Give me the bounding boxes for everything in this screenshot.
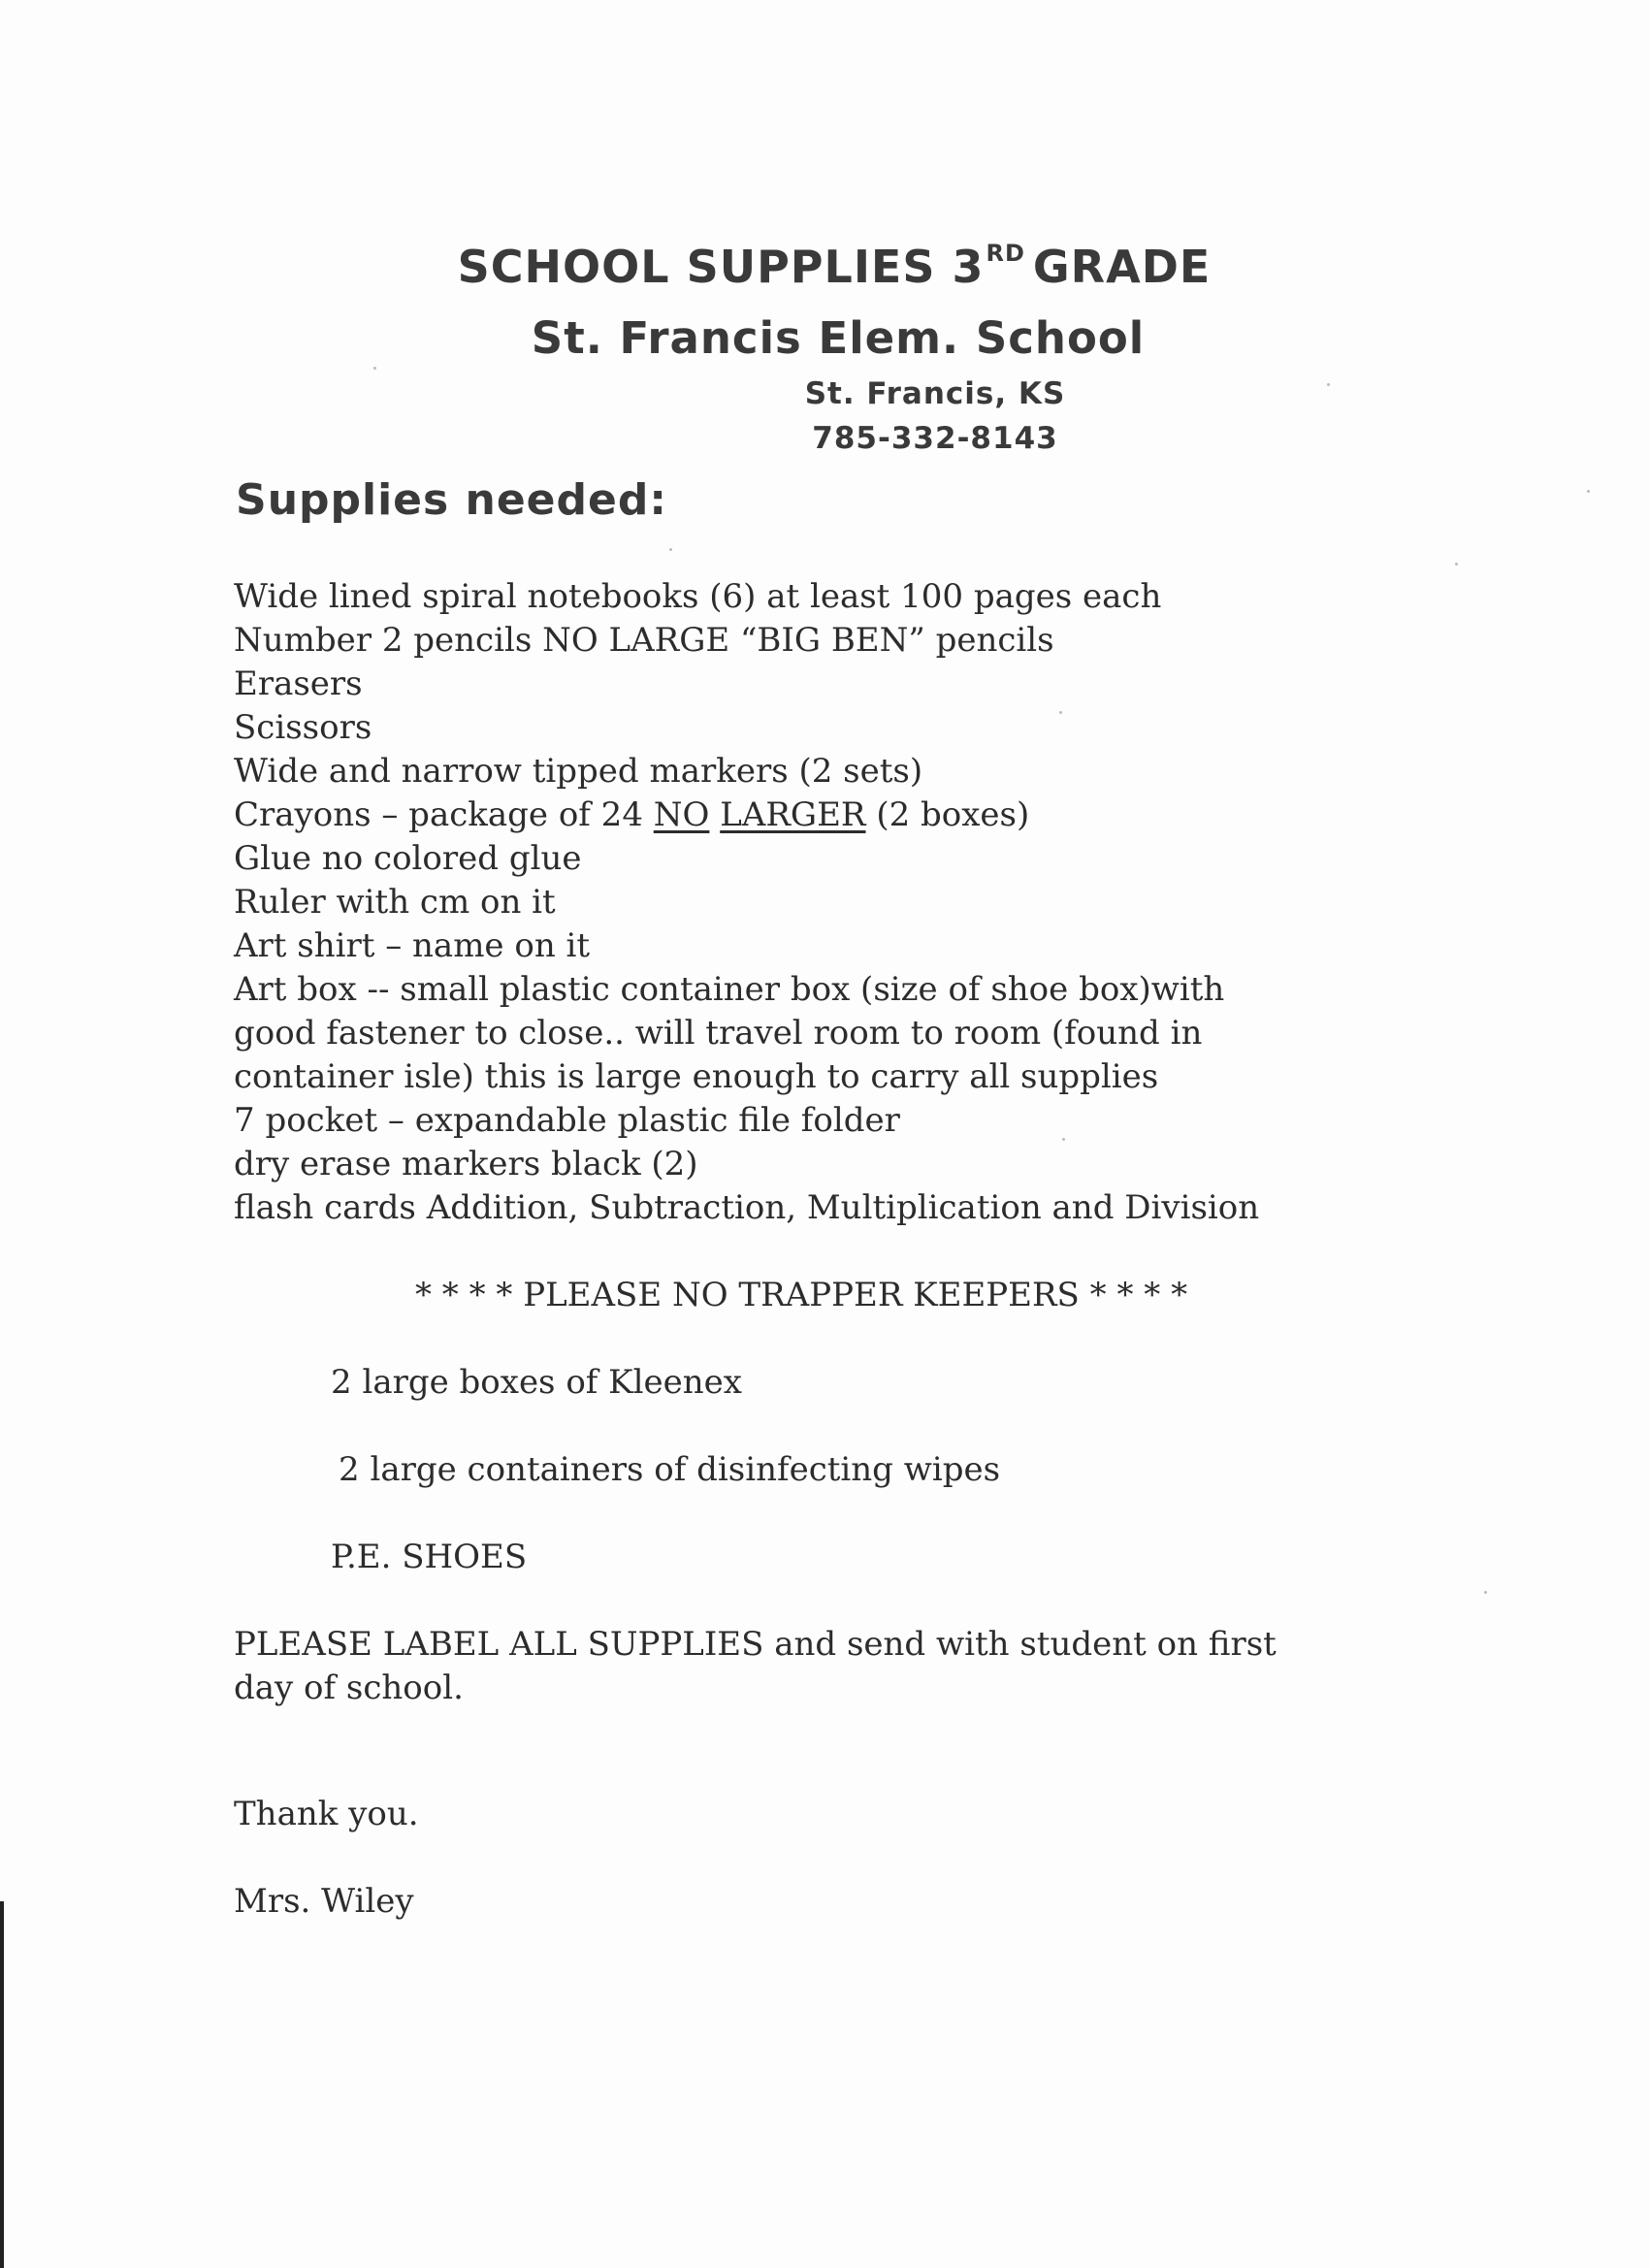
supply-item: dry erase markers black (2) <box>234 1145 698 1183</box>
supply-item: Wide and narrow tipped markers (2 sets) <box>234 752 923 791</box>
supply-item: flash cards Addition, Subtraction, Multiplication and Division <box>234 1188 1260 1227</box>
scan-speck <box>1059 711 1062 714</box>
supply-item: Art shirt – name on it <box>234 926 591 965</box>
supply-item: Ruler with cm on it <box>234 883 556 922</box>
scan-edge <box>0 1901 4 2268</box>
section-heading: Supplies needed: <box>236 475 667 525</box>
extra-item: 2 large containers of disinfecting wipes <box>339 1450 1001 1489</box>
scan-speck <box>1484 1591 1487 1594</box>
supply-item: container isle) this is large enough to carry all supplies <box>234 1057 1159 1096</box>
instruction-line: PLEASE LABEL ALL SUPPLIES and send with student on first <box>234 1625 1277 1664</box>
school-city: St. Francis, KS <box>804 376 1066 411</box>
scan-speck <box>1455 563 1458 566</box>
extra-item: 2 large boxes of Kleenex <box>331 1363 742 1402</box>
scan-speck <box>1062 1138 1065 1141</box>
notice: * * * * PLEASE NO TRAPPER KEEPERS * * * * <box>415 1276 1188 1314</box>
school-name: St. Francis Elem. School <box>531 312 1146 364</box>
scan-speck <box>669 548 672 551</box>
supply-item: Crayons – package of 24 NO LARGER (2 boxes) <box>234 795 1030 834</box>
supply-item: Wide lined spiral notebooks (6) at least 100 pages each <box>234 577 1162 616</box>
school-phone: 785-332-8143 <box>812 421 1058 456</box>
extra-item: P.E. SHOES <box>331 1538 528 1576</box>
closing: Thank you. <box>234 1795 419 1833</box>
signature: Mrs. Wiley <box>234 1882 414 1921</box>
scan-speck <box>1587 490 1590 493</box>
supply-item: Glue no colored glue <box>234 839 582 878</box>
instruction-line: day of school. <box>234 1669 464 1707</box>
supply-item: Art box -- small plastic container box (size of shoe box)with <box>234 970 1225 1009</box>
supply-item: Number 2 pencils NO LARGE “BIG BEN” pencils <box>234 621 1054 660</box>
supply-item: 7 pocket – expandable plastic file folder <box>234 1101 900 1140</box>
document-title: SCHOOL SUPPLIES 3RD GRADE <box>457 240 1212 293</box>
supply-item: Erasers <box>234 664 363 703</box>
supply-item: Scissors <box>234 708 372 747</box>
scan-speck <box>373 367 376 370</box>
supply-item: good fastener to close.. will travel room to room (found in <box>234 1014 1203 1053</box>
